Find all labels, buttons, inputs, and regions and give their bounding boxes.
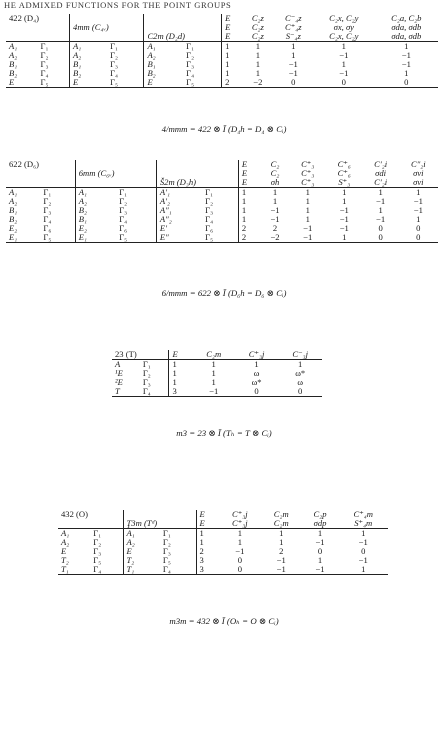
irrep-label: E — [144, 78, 183, 88]
irrep-label: Γ₁ — [90, 529, 123, 539]
character-value: 0 — [278, 387, 322, 397]
class-label: C₂a, C₂b — [391, 13, 422, 23]
irrep-label: Γ₁ — [183, 42, 221, 52]
character-value: −1 — [288, 59, 298, 70]
group-label: Ţ3m (Tᵈ) — [123, 519, 196, 529]
character-value: 0 — [237, 555, 243, 566]
group-label: 622 (D₆) — [6, 160, 75, 169]
character-value: 1 — [305, 196, 310, 207]
class-label: C₂z — [242, 32, 273, 42]
irrep-label: E′ — [159, 223, 167, 234]
class-label: σdp — [302, 519, 339, 529]
class-label: C′₂i — [363, 178, 399, 188]
character-value: 0 — [416, 223, 421, 234]
irrep-label: Γ₁ — [107, 42, 144, 52]
class-label: C₂z — [251, 13, 264, 23]
character-value: −1 — [261, 565, 302, 575]
class-label: C⁺₃j — [219, 519, 261, 529]
character-value: −1 — [315, 537, 325, 548]
table-row — [6, 42, 438, 52]
class-label: C⁺₃ — [301, 159, 315, 169]
character-value: −1 — [302, 565, 339, 575]
class-label: σvi — [399, 178, 438, 188]
class-label: E — [241, 168, 248, 179]
irrep-label: E — [126, 546, 132, 557]
character-value: −1 — [376, 196, 386, 207]
irrep-label: Γ₄ — [38, 69, 70, 78]
character-value: 1 — [241, 214, 247, 225]
character-value: 1 — [404, 68, 409, 79]
table-body — [112, 360, 322, 397]
character-value: 0 — [363, 233, 399, 243]
group-label: 422 (D₄) — [6, 14, 70, 23]
character-value: 2 — [279, 546, 284, 557]
irrep-label: Γ₃ — [90, 547, 123, 556]
class-label: E — [241, 159, 248, 169]
table-row — [58, 538, 388, 547]
character-value: 2 — [199, 546, 204, 557]
irrep-label: T₁ — [123, 565, 160, 575]
character-value: 1 — [305, 187, 310, 198]
irrep-label: E₂ — [78, 223, 87, 234]
table-caption: 4/mmm = 422 ⊗ Ī (D₄h = D₄ ⊗ Cᵢ) — [161, 124, 287, 134]
irrep-label: E₁ — [6, 233, 40, 243]
character-value: −1 — [276, 555, 286, 566]
irrep-label: B₁ — [73, 59, 82, 70]
irrep-label: A″₂ — [159, 214, 172, 225]
irrep-label: A₁ — [61, 528, 70, 539]
character-value: 1 — [279, 537, 284, 548]
irrep-label: B₁ — [9, 59, 18, 70]
character-value: 1 — [199, 537, 204, 548]
character-value: ω — [253, 368, 260, 379]
character-value: 1 — [225, 59, 230, 70]
irrep-label: Γ₂ — [116, 197, 156, 206]
character-value: 1 — [272, 187, 278, 198]
irrep-label: Γ₂ — [202, 197, 238, 206]
character-value: 0 — [399, 233, 438, 243]
irrep-label: Γ₂ — [183, 51, 221, 60]
irrep-label: A₁ — [147, 41, 156, 52]
character-value: 1 — [255, 59, 260, 70]
character-value: 1 — [255, 50, 260, 61]
character-value: 1 — [172, 359, 177, 370]
character-table-23 — [112, 350, 322, 397]
class-label: σda, σdb — [375, 32, 438, 42]
irrep-label: A — [115, 359, 121, 370]
irrep-label: B₁ — [147, 59, 156, 70]
character-value: ω* — [295, 368, 306, 379]
irrep-label: Γ₁ — [116, 188, 156, 198]
irrep-label: A₂ — [126, 537, 135, 548]
character-value: 1 — [225, 41, 230, 52]
character-value: 1 — [255, 68, 260, 79]
irrep-label: Γ₅ — [202, 233, 238, 243]
table-row — [6, 69, 438, 78]
character-value: −1 — [270, 205, 280, 216]
class-label: E — [196, 519, 219, 529]
character-value: 1 — [225, 50, 230, 61]
irrep-label: A₂ — [147, 50, 156, 61]
character-value: −1 — [413, 205, 423, 216]
irrep-label: A″₁ — [159, 205, 172, 216]
character-value: 1 — [172, 377, 177, 388]
irrep-label: Γ₃ — [107, 60, 144, 69]
character-value: −1 — [401, 50, 411, 61]
page-header: HE ADMIXED FUNCTIONS FOR THE POINT GROUPS — [4, 0, 232, 10]
character-value: ω* — [251, 377, 262, 388]
character-value: −1 — [289, 233, 326, 243]
irrep-label: B₁ — [9, 205, 18, 216]
class-label: C⁻₃j — [278, 350, 322, 360]
table-body — [6, 188, 438, 243]
irrep-label: Γ₃ — [116, 206, 156, 215]
character-table-422 — [6, 14, 438, 88]
class-label: C″₂i — [410, 159, 426, 169]
character-value: −1 — [376, 214, 386, 225]
irrep-label: A₂ — [61, 537, 70, 548]
character-value: 1 — [237, 537, 243, 548]
class-label: C₂x, C₂y — [313, 32, 375, 42]
table-caption: m3 = 23 ⊗ Ī (Tₕ = T ⊗ Cᵢ) — [176, 428, 272, 438]
character-value: 2 — [222, 78, 242, 88]
character-value: 3 — [169, 387, 193, 397]
irrep-label: B₂ — [78, 205, 87, 216]
class-label: E — [169, 350, 193, 360]
irrep-label: Γ₄ — [160, 565, 196, 575]
character-table-432 — [58, 510, 388, 575]
class-label: σx, σy — [333, 22, 354, 33]
irrep-label: Γ₆ — [40, 224, 75, 233]
character-value: 3 — [196, 565, 219, 575]
irrep-label: B₂ — [147, 68, 156, 79]
class-label: σvi — [413, 168, 424, 179]
character-value: 1 — [211, 359, 216, 370]
class-label: C⁺₆ — [337, 159, 351, 169]
irrep-label: A₁ — [78, 187, 87, 198]
character-value: 1 — [378, 205, 383, 216]
class-label: C₂m — [273, 509, 289, 519]
character-value: −1 — [339, 205, 349, 216]
irrep-label: Γ₂ — [160, 538, 196, 547]
class-label: S⁻₄z — [274, 32, 313, 42]
table-row — [58, 565, 388, 575]
character-value: −1 — [358, 537, 368, 548]
table-body — [58, 529, 388, 575]
irrep-label: A₁ — [9, 41, 18, 52]
irrep-label: Γ₃ — [183, 60, 221, 69]
table-row — [112, 387, 322, 397]
class-label: C′₂i — [374, 159, 388, 169]
character-value: −1 — [339, 223, 349, 234]
irrep-label: Γ₅ — [38, 78, 70, 88]
irrep-label: T — [112, 387, 140, 397]
character-value: −1 — [339, 50, 349, 61]
character-value: −1 — [358, 555, 368, 566]
character-value: 0 — [219, 565, 261, 575]
character-value: 0 — [375, 78, 438, 88]
irrep-label: Γ₂ — [90, 538, 123, 547]
character-value: 1 — [342, 196, 347, 207]
character-value: 2 — [238, 233, 260, 243]
character-value: 1 — [172, 368, 177, 379]
character-value: 1 — [272, 196, 278, 207]
irrep-label: B₂ — [73, 68, 82, 79]
table-row — [58, 529, 388, 539]
character-value: −1 — [270, 214, 280, 225]
irrep-label: T₁ — [58, 565, 90, 575]
character-value: 0 — [361, 546, 366, 557]
character-value: −1 — [339, 214, 349, 225]
class-label: σdi — [375, 168, 387, 179]
irrep-label: Γ₁ — [160, 529, 196, 539]
character-value: −1 — [288, 68, 298, 79]
irrep-label: A′₁ — [159, 187, 170, 198]
character-table-622 — [6, 160, 438, 243]
irrep-label: Γ₃ — [202, 206, 238, 215]
table-row — [58, 547, 388, 556]
character-value: 1 — [317, 555, 323, 566]
character-value: −1 — [303, 223, 313, 234]
character-value: 1 — [341, 59, 346, 70]
irrep-label: Γ₃ — [140, 378, 169, 387]
irrep-label: A₁ — [73, 41, 82, 52]
class-label: C⁺₄z — [284, 22, 302, 33]
irrep-label: E₂ — [9, 223, 18, 234]
character-value: 1 — [416, 214, 421, 225]
character-value: 1 — [305, 205, 310, 216]
group-label: 6mm (C₆ᵥ) — [75, 169, 156, 178]
irrep-label: Γ₅ — [183, 78, 221, 88]
class-label: E — [199, 509, 205, 519]
character-value: 1 — [241, 205, 247, 216]
irrep-label: B₁ — [78, 214, 87, 225]
class-label: S⁺₃ — [326, 178, 363, 188]
class-label: C⁺₃ — [301, 168, 315, 179]
irrep-label: Γ₂ — [107, 51, 144, 60]
character-value: 1 — [342, 187, 347, 198]
irrep-label: A₂ — [78, 196, 87, 207]
character-value: −1 — [193, 387, 235, 397]
character-value: 1 — [416, 187, 421, 198]
irrep-label: Γ₁ — [40, 188, 75, 198]
irrep-label: A₂ — [73, 50, 82, 61]
irrep-label: Γ₅ — [116, 233, 156, 243]
irrep-label: ²E — [115, 377, 123, 388]
table-row — [6, 224, 438, 233]
character-value: 1 — [279, 528, 284, 539]
group-label: 23 (T) — [112, 350, 169, 360]
irrep-label: T₂ — [61, 555, 69, 566]
irrep-label: ¹E — [115, 368, 123, 379]
character-value: 1 — [211, 377, 216, 388]
irrep-label: A₂ — [9, 196, 18, 207]
irrep-label: Γ₂ — [140, 369, 169, 378]
table-row — [6, 60, 438, 69]
irrep-label: Γ₅ — [40, 233, 75, 243]
character-value: 1 — [255, 41, 260, 52]
character-value: 1 — [225, 68, 230, 79]
class-label: C⁺₆ — [337, 168, 351, 179]
class-label: E — [225, 13, 231, 23]
irrep-label: A₂ — [9, 50, 18, 61]
irrep-label: Γ₅ — [90, 556, 123, 565]
character-value: 1 — [237, 528, 243, 539]
irrep-label: Γ₄ — [107, 69, 144, 78]
class-label: C⁺₃j — [235, 350, 279, 360]
character-value: 2 — [241, 223, 247, 234]
irrep-label: E — [61, 546, 67, 557]
character-value: −1 — [413, 196, 423, 207]
table-row — [6, 206, 438, 215]
character-value: 1 — [211, 368, 216, 379]
table-row — [58, 556, 388, 565]
irrep-label: Γ₄ — [116, 215, 156, 224]
table-body — [6, 42, 438, 88]
table-caption: m3m = 432 ⊗ Ī (Oₕ = O ⊗ Cᵢ) — [169, 616, 279, 626]
class-label: C₂m — [193, 350, 235, 360]
class-label: C⁺₃ — [289, 178, 326, 188]
character-value: 1 — [199, 528, 204, 539]
irrep-label: A₁ — [126, 528, 135, 539]
character-value: 0 — [317, 546, 323, 557]
irrep-label: B₂ — [9, 214, 18, 225]
character-value: 1 — [339, 565, 389, 575]
character-value: 1 — [241, 187, 247, 198]
irrep-label: Γ₂ — [38, 51, 70, 60]
character-value: 1 — [341, 41, 346, 52]
character-value: −2 — [261, 233, 290, 243]
character-value: 1 — [317, 528, 323, 539]
irrep-label: E₁ — [75, 233, 116, 243]
character-value: ω — [297, 377, 304, 388]
table-row — [6, 188, 438, 198]
class-label: S⁺₄m — [339, 519, 389, 529]
table-row — [6, 197, 438, 206]
table-row — [6, 215, 438, 224]
group-label: 4mm (C₄ᵥ) — [70, 23, 144, 32]
irrep-label: Γ₆ — [202, 224, 238, 233]
class-label: C₂ — [270, 159, 280, 169]
character-value: 0 — [378, 223, 383, 234]
class-label: C₂m — [261, 519, 302, 529]
class-label: E — [225, 22, 231, 33]
character-value: 0 — [313, 78, 375, 88]
irrep-label: Γ₄ — [202, 215, 238, 224]
class-label: E — [238, 178, 260, 188]
irrep-label: Γ₄ — [90, 565, 123, 575]
irrep-label: Γ₅ — [160, 556, 196, 565]
class-label: σh — [261, 178, 290, 188]
irrep-label: Γ₆ — [116, 224, 156, 233]
class-label: C₂x, C₂y — [329, 13, 359, 23]
character-value: 1 — [241, 196, 247, 207]
irrep-label: Γ₄ — [140, 387, 169, 397]
irrep-label: Γ₁ — [202, 188, 238, 198]
irrep-label: E — [70, 78, 108, 88]
group-label: С2m (D₂d) — [144, 32, 222, 42]
irrep-label: Γ₄ — [40, 215, 75, 224]
class-label: C⁺₄m — [353, 509, 373, 519]
class-label: C⁺₃j — [232, 509, 248, 519]
class-label: C₂ — [270, 168, 280, 179]
table-row — [6, 51, 438, 60]
irrep-label: Γ₁ — [38, 42, 70, 52]
character-value: 1 — [254, 359, 259, 370]
character-value: 1 — [305, 214, 310, 225]
character-value: 0 — [235, 387, 279, 397]
irrep-label: Γ₅ — [107, 78, 144, 88]
class-label: C₂p — [313, 509, 327, 519]
class-label: C⁻₄z — [284, 13, 302, 23]
character-value: −1 — [401, 59, 411, 70]
irrep-label: T₂ — [126, 555, 135, 566]
table-row — [6, 233, 438, 243]
group-label: Š2m (D₃h) — [156, 178, 238, 188]
character-value: 2 — [272, 223, 278, 234]
character-value: −1 — [339, 68, 349, 79]
character-value: −2 — [242, 78, 273, 88]
character-value: 1 — [298, 359, 303, 370]
irrep-label: Γ₃ — [40, 206, 75, 215]
irrep-label: Γ₄ — [183, 69, 221, 78]
character-value: 0 — [274, 78, 313, 88]
irrep-label: B₂ — [9, 68, 18, 79]
irrep-label: E — [6, 78, 38, 88]
irrep-label: Γ₃ — [160, 547, 196, 556]
irrep-label: Γ₁ — [140, 360, 169, 370]
character-value: 1 — [291, 50, 296, 61]
irrep-label: Γ₃ — [38, 60, 70, 69]
character-value: 1 — [361, 528, 366, 539]
irrep-label: E″ — [156, 233, 202, 243]
irrep-label: A₁ — [9, 187, 18, 198]
group-label: 432 (O) — [58, 510, 123, 519]
character-value: 1 — [326, 233, 363, 243]
table-row — [6, 78, 438, 88]
character-value: −1 — [235, 546, 245, 557]
class-label: σda, σdb — [391, 22, 422, 33]
character-value: 1 — [378, 187, 383, 198]
irrep-label: Γ₂ — [40, 197, 75, 206]
character-value: 1 — [404, 41, 409, 52]
class-label: E — [222, 32, 242, 42]
character-value: 1 — [291, 41, 296, 52]
table-caption: 6/mmm = 622 ⊗ Ī (D₆h = D₆ ⊗ Cᵢ) — [161, 288, 287, 298]
irrep-label: A′₂ — [159, 196, 170, 207]
class-label: C₂z — [251, 22, 264, 33]
character-value: 3 — [199, 555, 204, 566]
